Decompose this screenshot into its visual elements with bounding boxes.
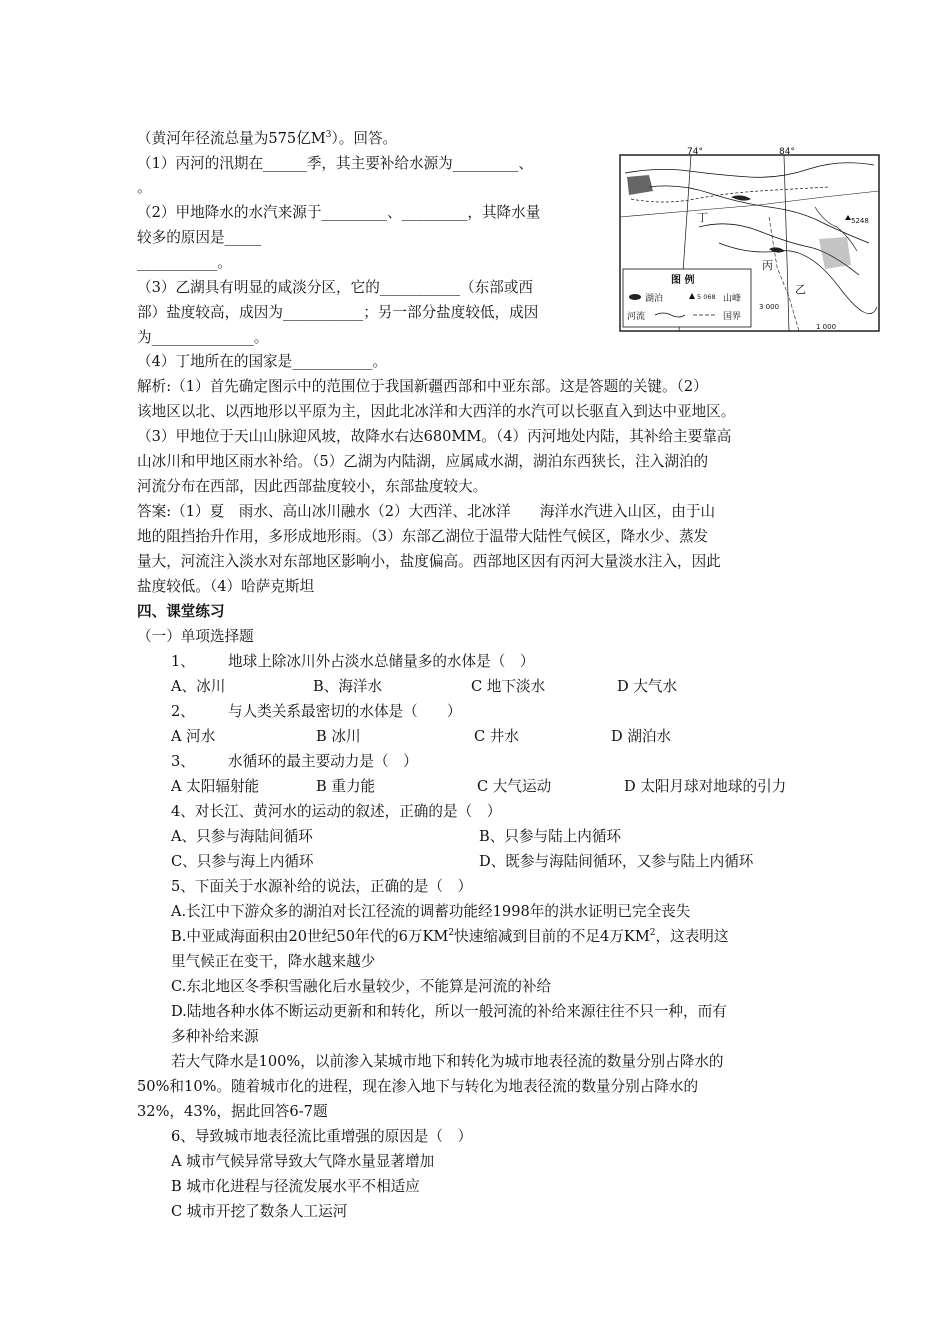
legend-lake: 湖泊 bbox=[645, 294, 664, 304]
answer-line-2: 地的阻挡抬升作用，多形成地形雨。（3）东部乙湖位于温带大陆性气候区，降水少、蒸发 bbox=[137, 528, 709, 545]
map-peak-label-b: 3 000 bbox=[759, 303, 780, 311]
q5-option-b-line-2: 里气候正在变干，降水越来越少 bbox=[171, 953, 376, 970]
q6-option-c: C 城市开挖了数条人工运河 bbox=[171, 1203, 348, 1220]
q2-stem: 与人类关系最密切的水体是（ ） bbox=[228, 703, 462, 720]
q6-option-a: A 城市气候异常导致大气降水量显著增加 bbox=[171, 1153, 435, 1170]
analysis-line-3: （3）甲地位于天山山脉迎风坡，故降水右达680MM。（4）丙河地处内陆，其补给主要靠高 bbox=[137, 428, 732, 445]
legend-border: 国界 bbox=[723, 312, 742, 322]
question-2-line-c: ___________。 bbox=[137, 254, 232, 271]
q6-stem: 6、导致城市地表径流比重增强的原因是（ ） bbox=[171, 1128, 473, 1145]
q5-option-c: C.东北地区冬季积雪融化后水量较少，不能算是河流的补给 bbox=[171, 978, 552, 995]
q1-stem: 地球上除冰川外占淡水总储量多的水体是（ ） bbox=[228, 653, 535, 670]
legend-title: 图 例 bbox=[671, 275, 695, 286]
q2-number: 2、 bbox=[171, 703, 195, 720]
q4-option-c: C、只参与海上内循环 bbox=[171, 853, 314, 870]
map-label-yi: 乙 bbox=[795, 283, 806, 296]
passage-line-3: 32%，43%，据此回答6-7题 bbox=[137, 1103, 328, 1120]
q1-number: 1、 bbox=[171, 653, 195, 670]
question-3-line-a: （3）乙湖具有明显的咸淡分区，它的___________（东部或西 bbox=[137, 279, 534, 296]
q5-option-b-line-1: B.中亚咸海面积由20世纪50年代的6万$KM^2$快速缩减到目前的不足4万$KM^2$，这表明这 bbox=[171, 928, 729, 945]
map-label-ding: 丁 bbox=[697, 211, 708, 224]
region-map bbox=[619, 147, 881, 333]
q5-option-d-line-1: D.陆地各种水体不断运动更新和和转化，所以一般河流的补给来源往往不只一种，而有 bbox=[171, 1003, 727, 1020]
question-2-line-b: 较多的原因是_____ bbox=[137, 229, 262, 246]
section-title: 四、课堂练习 bbox=[137, 603, 225, 620]
q3-option-c: C 大气运动 bbox=[477, 778, 552, 795]
analysis-line-2: 该地区以北、以西地形以平原为主，因此北冰洋和大西洋的水汽可以长驱直入到达中亚地区。 bbox=[137, 403, 736, 420]
map-scale-label: 1 000 bbox=[816, 323, 837, 331]
legend-peak-value: 5 068 bbox=[697, 293, 716, 301]
map-peak-label-a: 5248 bbox=[851, 217, 869, 225]
q2-option-d: D 湖泊水 bbox=[611, 728, 672, 745]
q4-option-b: B、只参与陆上内循环 bbox=[479, 828, 622, 845]
q3-option-a: A 太阳辐射能 bbox=[171, 778, 260, 795]
q2-option-b: B 冰川 bbox=[316, 728, 361, 745]
q5-option-a: A.长江中下游众多的湖泊对长江径流的调蓄功能经1998年的洪水证明已完全丧失 bbox=[171, 903, 691, 920]
analysis-line-4: 山冰川和甲地区雨水补给。（5）乙湖为内陆湖，应属咸水湖，湖泊东西狭长，注入湖泊的 bbox=[137, 453, 709, 470]
question-1-line-b: 。 bbox=[137, 179, 152, 196]
q1-option-d: D 大气水 bbox=[617, 678, 678, 695]
passage-line-1: 若大气降水是100%，以前渗入某城市地下和转化为城市地表径流的数量分别占降水的 bbox=[171, 1053, 724, 1070]
answer-line-4: 盐度较低。（4）哈萨克斯坦 bbox=[137, 578, 315, 595]
map-label-bing: 丙 bbox=[762, 259, 773, 272]
map-longitude-84: 84° bbox=[779, 147, 795, 157]
question-3-line-b: 部）盐度较高，成因为___________；另一部分盐度较低，成因 bbox=[137, 304, 539, 321]
q3-stem: 水循环的最主要动力是（ ） bbox=[228, 753, 418, 770]
question-4-line: （4）丁地所在的国家是___________。 bbox=[137, 353, 388, 370]
question-3-line-c: 为______________。 bbox=[137, 329, 269, 346]
q1-option-c: C 地下淡水 bbox=[471, 678, 546, 695]
analysis-line-5: 河流分布在西部，因此西部盐度较小，东部盐度较大。 bbox=[137, 478, 488, 495]
q6-option-b: B 城市化进程与径流发展水平不相适应 bbox=[171, 1178, 420, 1195]
q3-number: 3、 bbox=[171, 753, 195, 770]
q4-option-d: D、既参与海陆间循环，又参与陆上内循环 bbox=[479, 853, 754, 870]
intro-line-1: （黄河年径流总量为575亿$M^3$）。回答。 bbox=[137, 130, 398, 147]
q2-option-a: A 河水 bbox=[171, 728, 216, 745]
q5-option-d-line-2: 多种补给来源 bbox=[171, 1028, 259, 1045]
q1-option-b: B、海洋水 bbox=[313, 678, 383, 695]
legend-river: 河流 bbox=[627, 312, 646, 322]
answer-line-3: 量大，河流注入淡水对东部地区影响小，盐度偏高。西部地区因有丙河大量淡水注入，因此 bbox=[137, 553, 721, 570]
answer-line-1: 答案:（1）夏 雨水、高山冰川融水（2）大西洋、北冰洋 海洋水汽进入山区，由于山 bbox=[137, 503, 716, 520]
q3-option-b: B 重力能 bbox=[316, 778, 376, 795]
question-1-line-a: （1）丙河的汛期在______季，其主要补给水源为_________、 bbox=[137, 155, 534, 172]
section-subtitle: （一）单项选择题 bbox=[137, 628, 254, 645]
passage-line-2: 50%和10%。随着城市化的进程，现在渗入地下与转化为地表径流的数量分别占降水的 bbox=[137, 1078, 699, 1095]
q4-stem: 4、对长江、黄河水的运动的叙述，正确的是（ ） bbox=[171, 803, 502, 820]
q4-option-a: A、只参与海陆间循环 bbox=[171, 828, 313, 845]
question-2-line-a: （2）甲地降水的水汽来源于_________、_________，其降水量 bbox=[137, 204, 541, 221]
q1-option-a: A、冰川 bbox=[171, 678, 226, 695]
analysis-line-1: 解析:（1）首先确定图示中的范围位于我国新疆西部和中亚东部。这是答题的关键。（2） bbox=[137, 378, 708, 395]
map-longitude-74: 74° bbox=[687, 147, 703, 157]
q2-option-c: C 井水 bbox=[474, 728, 519, 745]
q5-stem: 5、下面关于水源补给的说法，正确的是（ ） bbox=[171, 878, 473, 895]
legend-peak: 山峰 bbox=[723, 294, 742, 304]
q3-option-d: D 太阳月球对地球的引力 bbox=[624, 778, 787, 795]
